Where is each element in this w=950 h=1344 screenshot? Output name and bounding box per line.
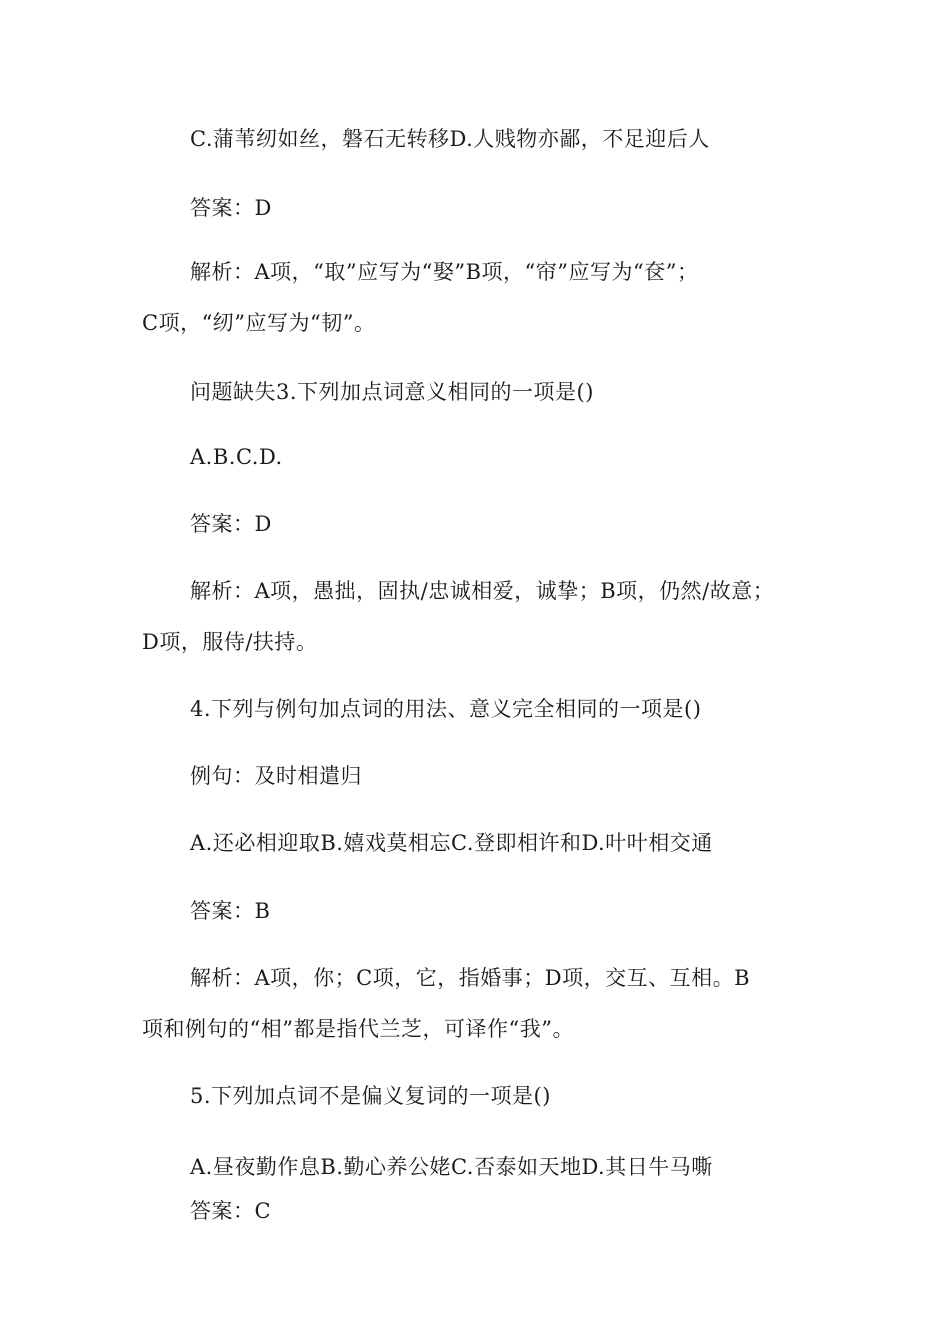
question-4-answer: 答案：B — [190, 899, 271, 923]
question-5-stem: 5.下列加点词不是偏义复词的一项是() — [190, 1084, 551, 1108]
question-2-answer: 答案：D — [190, 196, 272, 220]
question-2-analysis-line-2: C项，“纫”应写为“韧”。 — [142, 311, 376, 335]
question-3-answer: 答案：D — [190, 512, 272, 536]
question-4-example: 例句：及时相遣归 — [190, 764, 362, 788]
question-4-options: A.还必相迎取B.嬉戏莫相忘C.登即相许和D.叶叶相交通 — [190, 831, 713, 855]
question-5-answer: 答案：C — [190, 1199, 272, 1223]
question-4-analysis-line-2: 项和例句的“相”都是指代兰芝，可译作“我”。 — [142, 1017, 574, 1041]
question-4-analysis-line-1: 解析：A项，你；C项，它，指婚事；D项，交互、互相。B — [190, 966, 751, 990]
question-5-options: A.昼夜勤作息B.勤心养公姥C.否泰如天地D.其日牛马嘶 — [190, 1155, 713, 1179]
question-3-options: A.B.C.D. — [190, 445, 283, 469]
question-3-stem: 问题缺失3.下列加点词意义相同的一项是() — [190, 380, 594, 404]
question-3-analysis-line-2: D项，服侍/扶持。 — [142, 630, 318, 654]
question-4-stem: 4.下列与例句加点词的用法、意义完全相同的一项是() — [190, 697, 702, 721]
question-2-options-cd: C.蒲苇纫如丝，磐石无转移D.人贱物亦鄙，不足迎后人 — [190, 127, 710, 151]
question-3-analysis-line-1: 解析：A项，愚拙，固执/忠诚相爱，诚挚；B项，仍然/故意； — [190, 579, 775, 603]
question-2-analysis-line-1: 解析：A项，“取”应写为“娶”B项，“帘”应写为“奁”； — [190, 260, 699, 284]
